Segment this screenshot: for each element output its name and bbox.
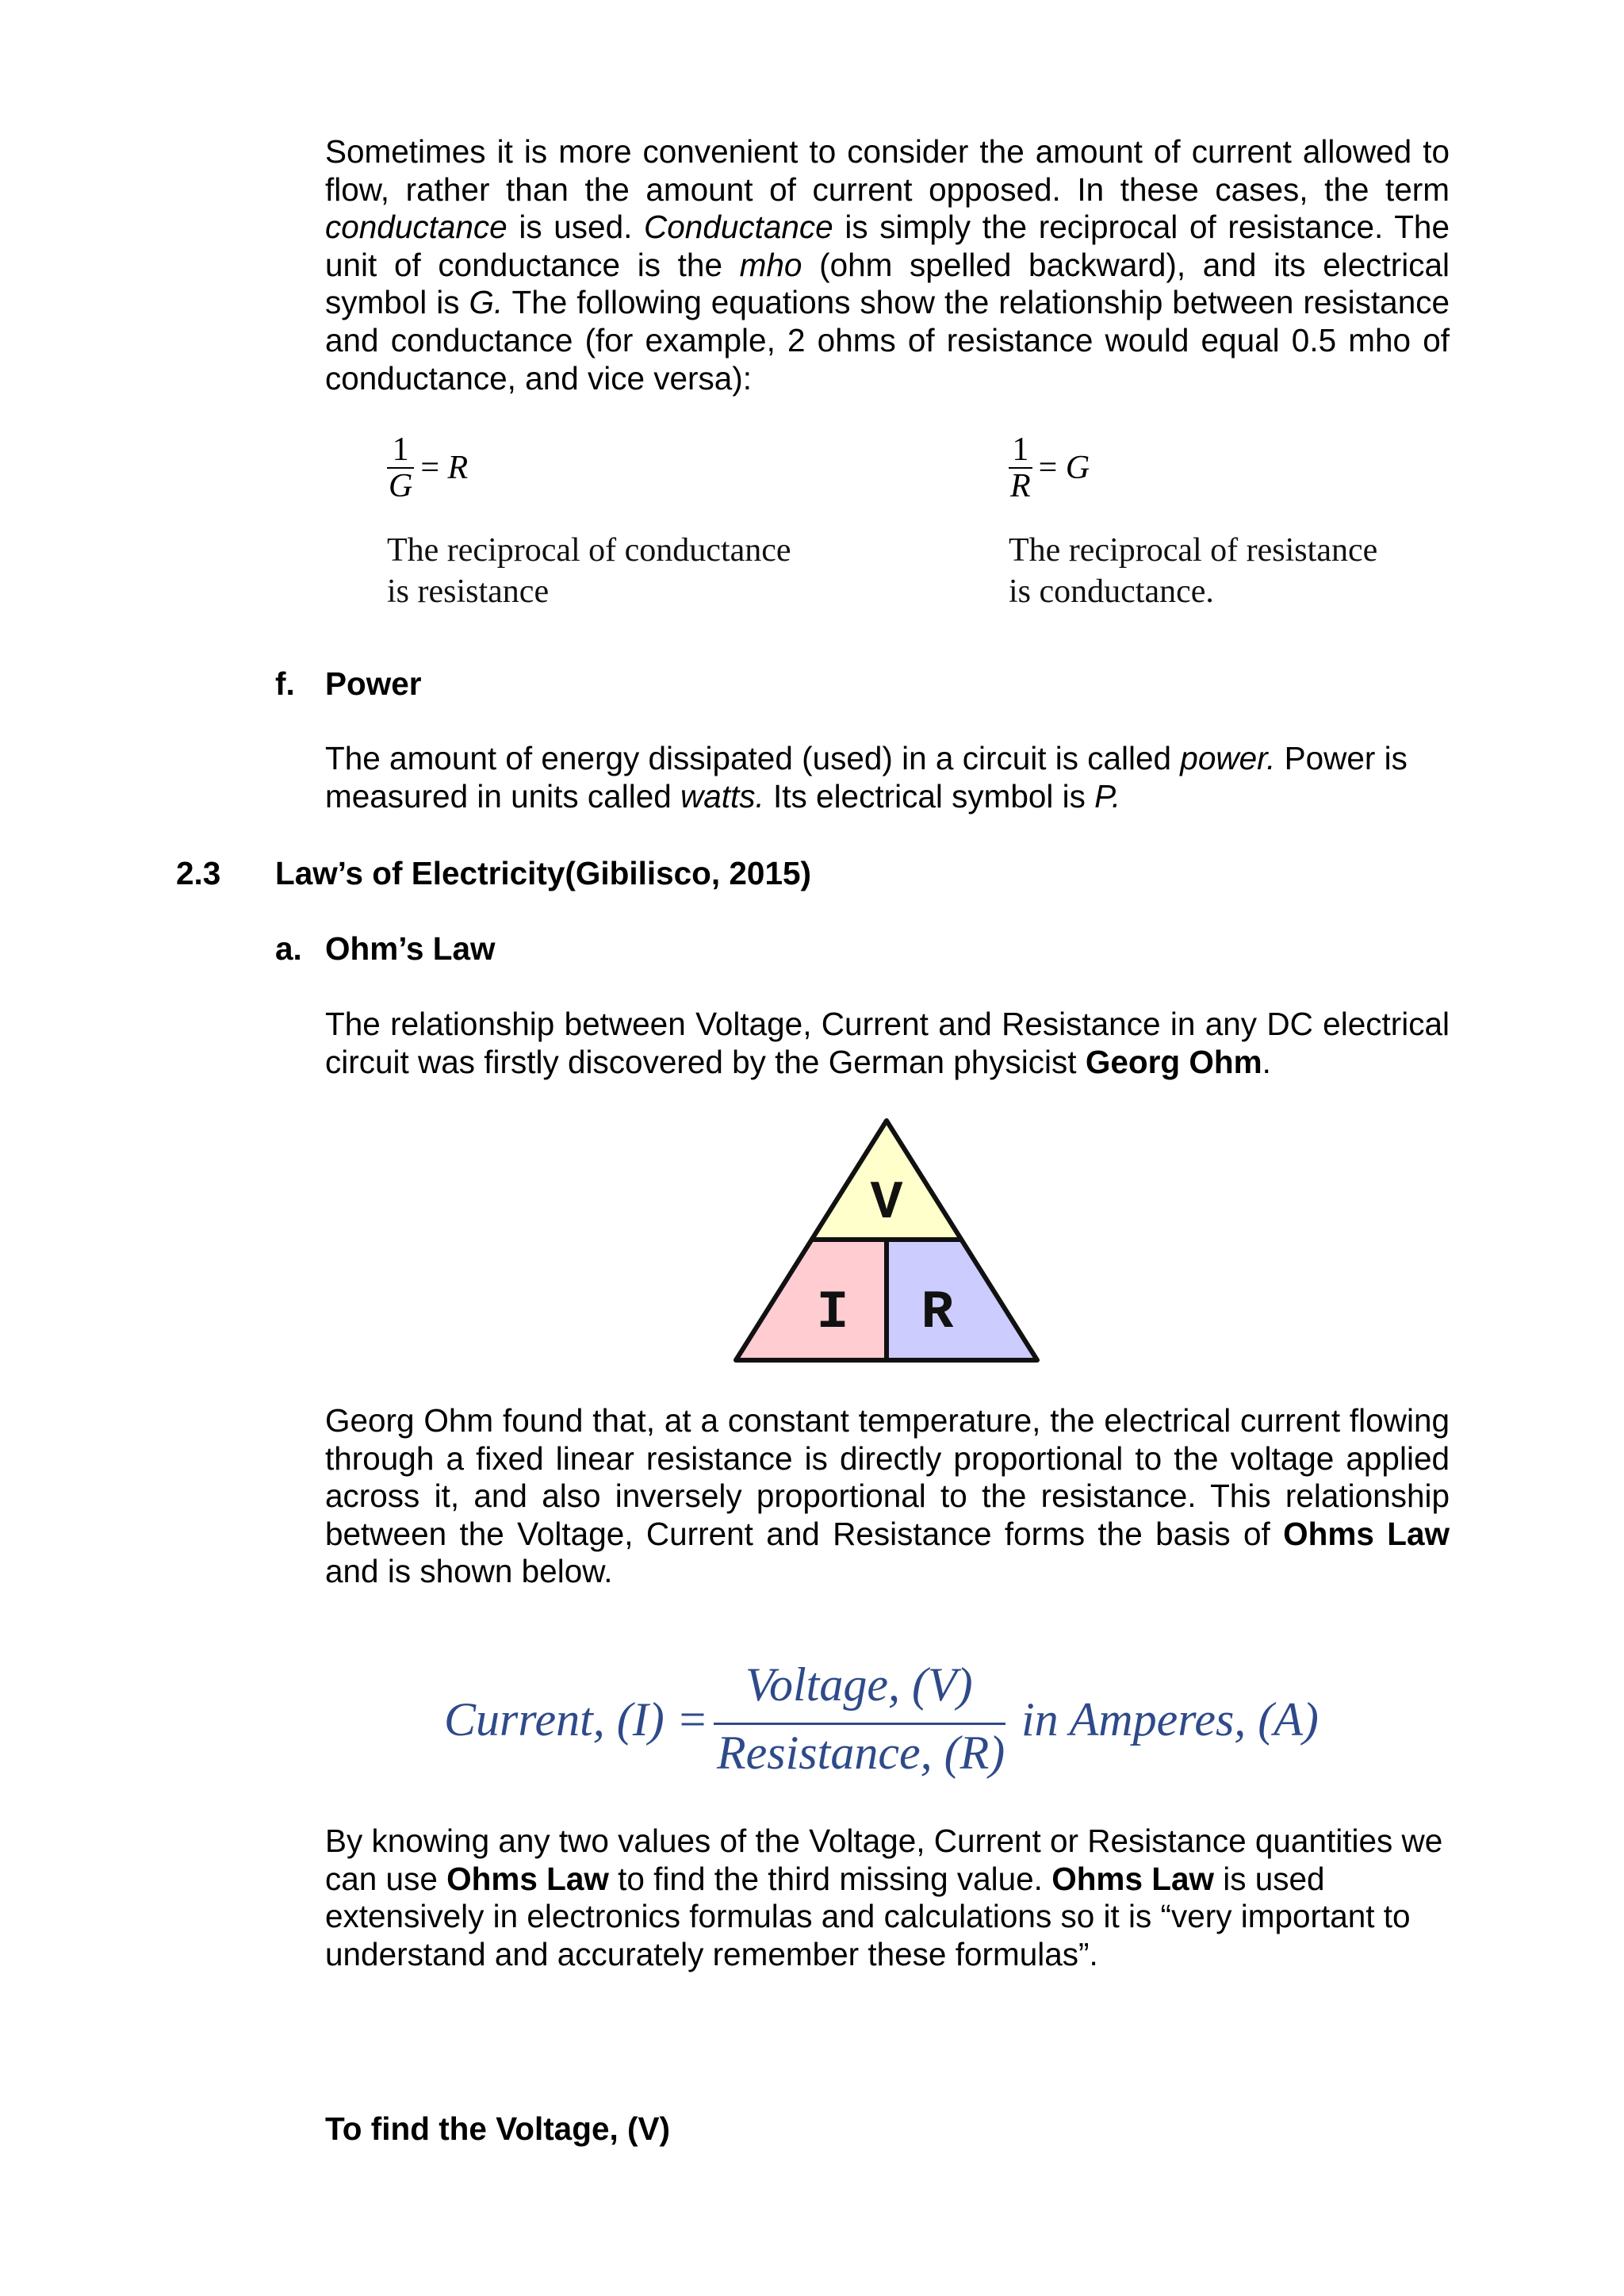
text-segment: G. [469, 284, 504, 321]
text-segment: mho [739, 246, 802, 283]
text-segment: is used. [507, 209, 645, 246]
text-segment: . [1262, 1043, 1271, 1080]
text-segment: The amount of energy dissipated (used) in a circuit is called [325, 740, 1181, 776]
text-segment: power. [1180, 740, 1276, 776]
ohms-law-explanation [325, 1402, 1450, 1591]
eq-left-equals: = [420, 450, 440, 486]
text-segment: Ohms Law [446, 1860, 609, 1897]
formula-suffix: in Amperes, (A) [1021, 1693, 1319, 1746]
power-paragraph [325, 740, 1450, 815]
eq-right-denominator: R [1010, 468, 1031, 504]
ohms-law-triangle [730, 1114, 1047, 1370]
ohms-law-marker: a. [275, 930, 302, 967]
text-segment: Ohms Law [1283, 1515, 1450, 1552]
intro-paragraph [325, 133, 1450, 397]
text-segment: and is shown below. [325, 1553, 613, 1590]
power-heading: Power [325, 665, 422, 702]
text-segment: Power is measured in units called [325, 740, 1408, 815]
eq-left-result: R [447, 450, 469, 486]
find-voltage-heading: To find the Voltage, (V) [325, 2110, 670, 2147]
text-segment: Georg Ohm found that, at a constant temperature, the electrical current flowing through a fixed linear resistance is directly proportional to the voltage applied across it, and also inversely proportional to the resistance. This relationship between the Voltage, Current and Resistance forms the basis of [325, 1402, 1450, 1552]
triangle-label-voltage: V [870, 1173, 903, 1234]
eq-left-denominator: G [389, 468, 413, 504]
caption-right-line1: The reciprocal of resistance [1009, 532, 1378, 569]
text-segment: Sometimes it is more convenient to consider the amount of current allowed to flow, rather than the amount of current opposed. In these cases, the term [325, 133, 1450, 208]
ohms-law-intro [325, 1006, 1450, 1081]
triangle-left-region [736, 1240, 887, 1360]
caption-left-line1: The reciprocal of conductance [387, 532, 791, 569]
section-number: 2.3 [176, 855, 221, 891]
ohms-law-formula [444, 1658, 1340, 1777]
ohms-law-heading: Ohm’s Law [325, 930, 496, 967]
text-segment: Ohms Law [1051, 1860, 1214, 1897]
triangle-right-region [887, 1240, 1037, 1360]
section-title: Law’s of Electricity(Gibilisco, 2015) [275, 855, 811, 891]
caption-left [387, 530, 791, 612]
equation-reciprocal-resistance [1009, 432, 1090, 504]
text-segment: is simply the reciprocal of resistance. The unit of conductance is the [325, 209, 1450, 283]
triangle-label-current: I [816, 1282, 849, 1343]
text-segment: Its electrical symbol is [764, 777, 1095, 815]
formula-lhs: Current, (I) = [444, 1693, 709, 1746]
formula-denominator: Resistance, (R) [717, 1727, 1005, 1779]
text-segment: Georg Ohm [1085, 1043, 1262, 1080]
formula-numerator: Voltage, (V) [745, 1658, 973, 1711]
caption-right-line2: is conductance. [1009, 573, 1214, 610]
text-segment: The relationship between Voltage, Current and Resistance in any DC electrical circuit was firstly discovered by the German physicist [325, 1006, 1450, 1080]
eq-right-numerator: 1 [1009, 432, 1032, 469]
text-segment: By knowing any two values of the Voltage, Current or Resistance quantities we can use [325, 1823, 1443, 1897]
caption-right [1009, 530, 1377, 612]
eq-right-equals: = [1038, 450, 1058, 486]
text-segment: (ohm spelled backward), and its electrical symbol is [325, 246, 1450, 321]
caption-left-line2: is resistance [387, 573, 550, 610]
formula-fraction-bar [714, 1723, 1005, 1725]
eq-left-numerator: 1 [387, 432, 414, 469]
text-segment: is used extensively in electronics formulas and calculations so it is “very important to understand and accurately remember these formulas”. [325, 1860, 1411, 1972]
text-segment: P. [1094, 777, 1121, 815]
text-segment: conductance [325, 209, 508, 246]
equation-reciprocal-conductance [387, 432, 468, 504]
text-segment: watts. [680, 777, 764, 815]
text-segment: to find the third missing value. [608, 1860, 1052, 1897]
eq-right-result: G [1065, 450, 1090, 486]
triangle-label-resistance: R [921, 1282, 954, 1343]
text-segment: Conductance [644, 209, 833, 246]
text-segment: The following equations show the relationship between resistance and conductance (for example, 2 ohms of resistance would equal 0.5 mho of conductance, and vice versa): [325, 284, 1450, 397]
ohms-law-closing [325, 1823, 1450, 1973]
power-marker: f. [275, 665, 295, 702]
